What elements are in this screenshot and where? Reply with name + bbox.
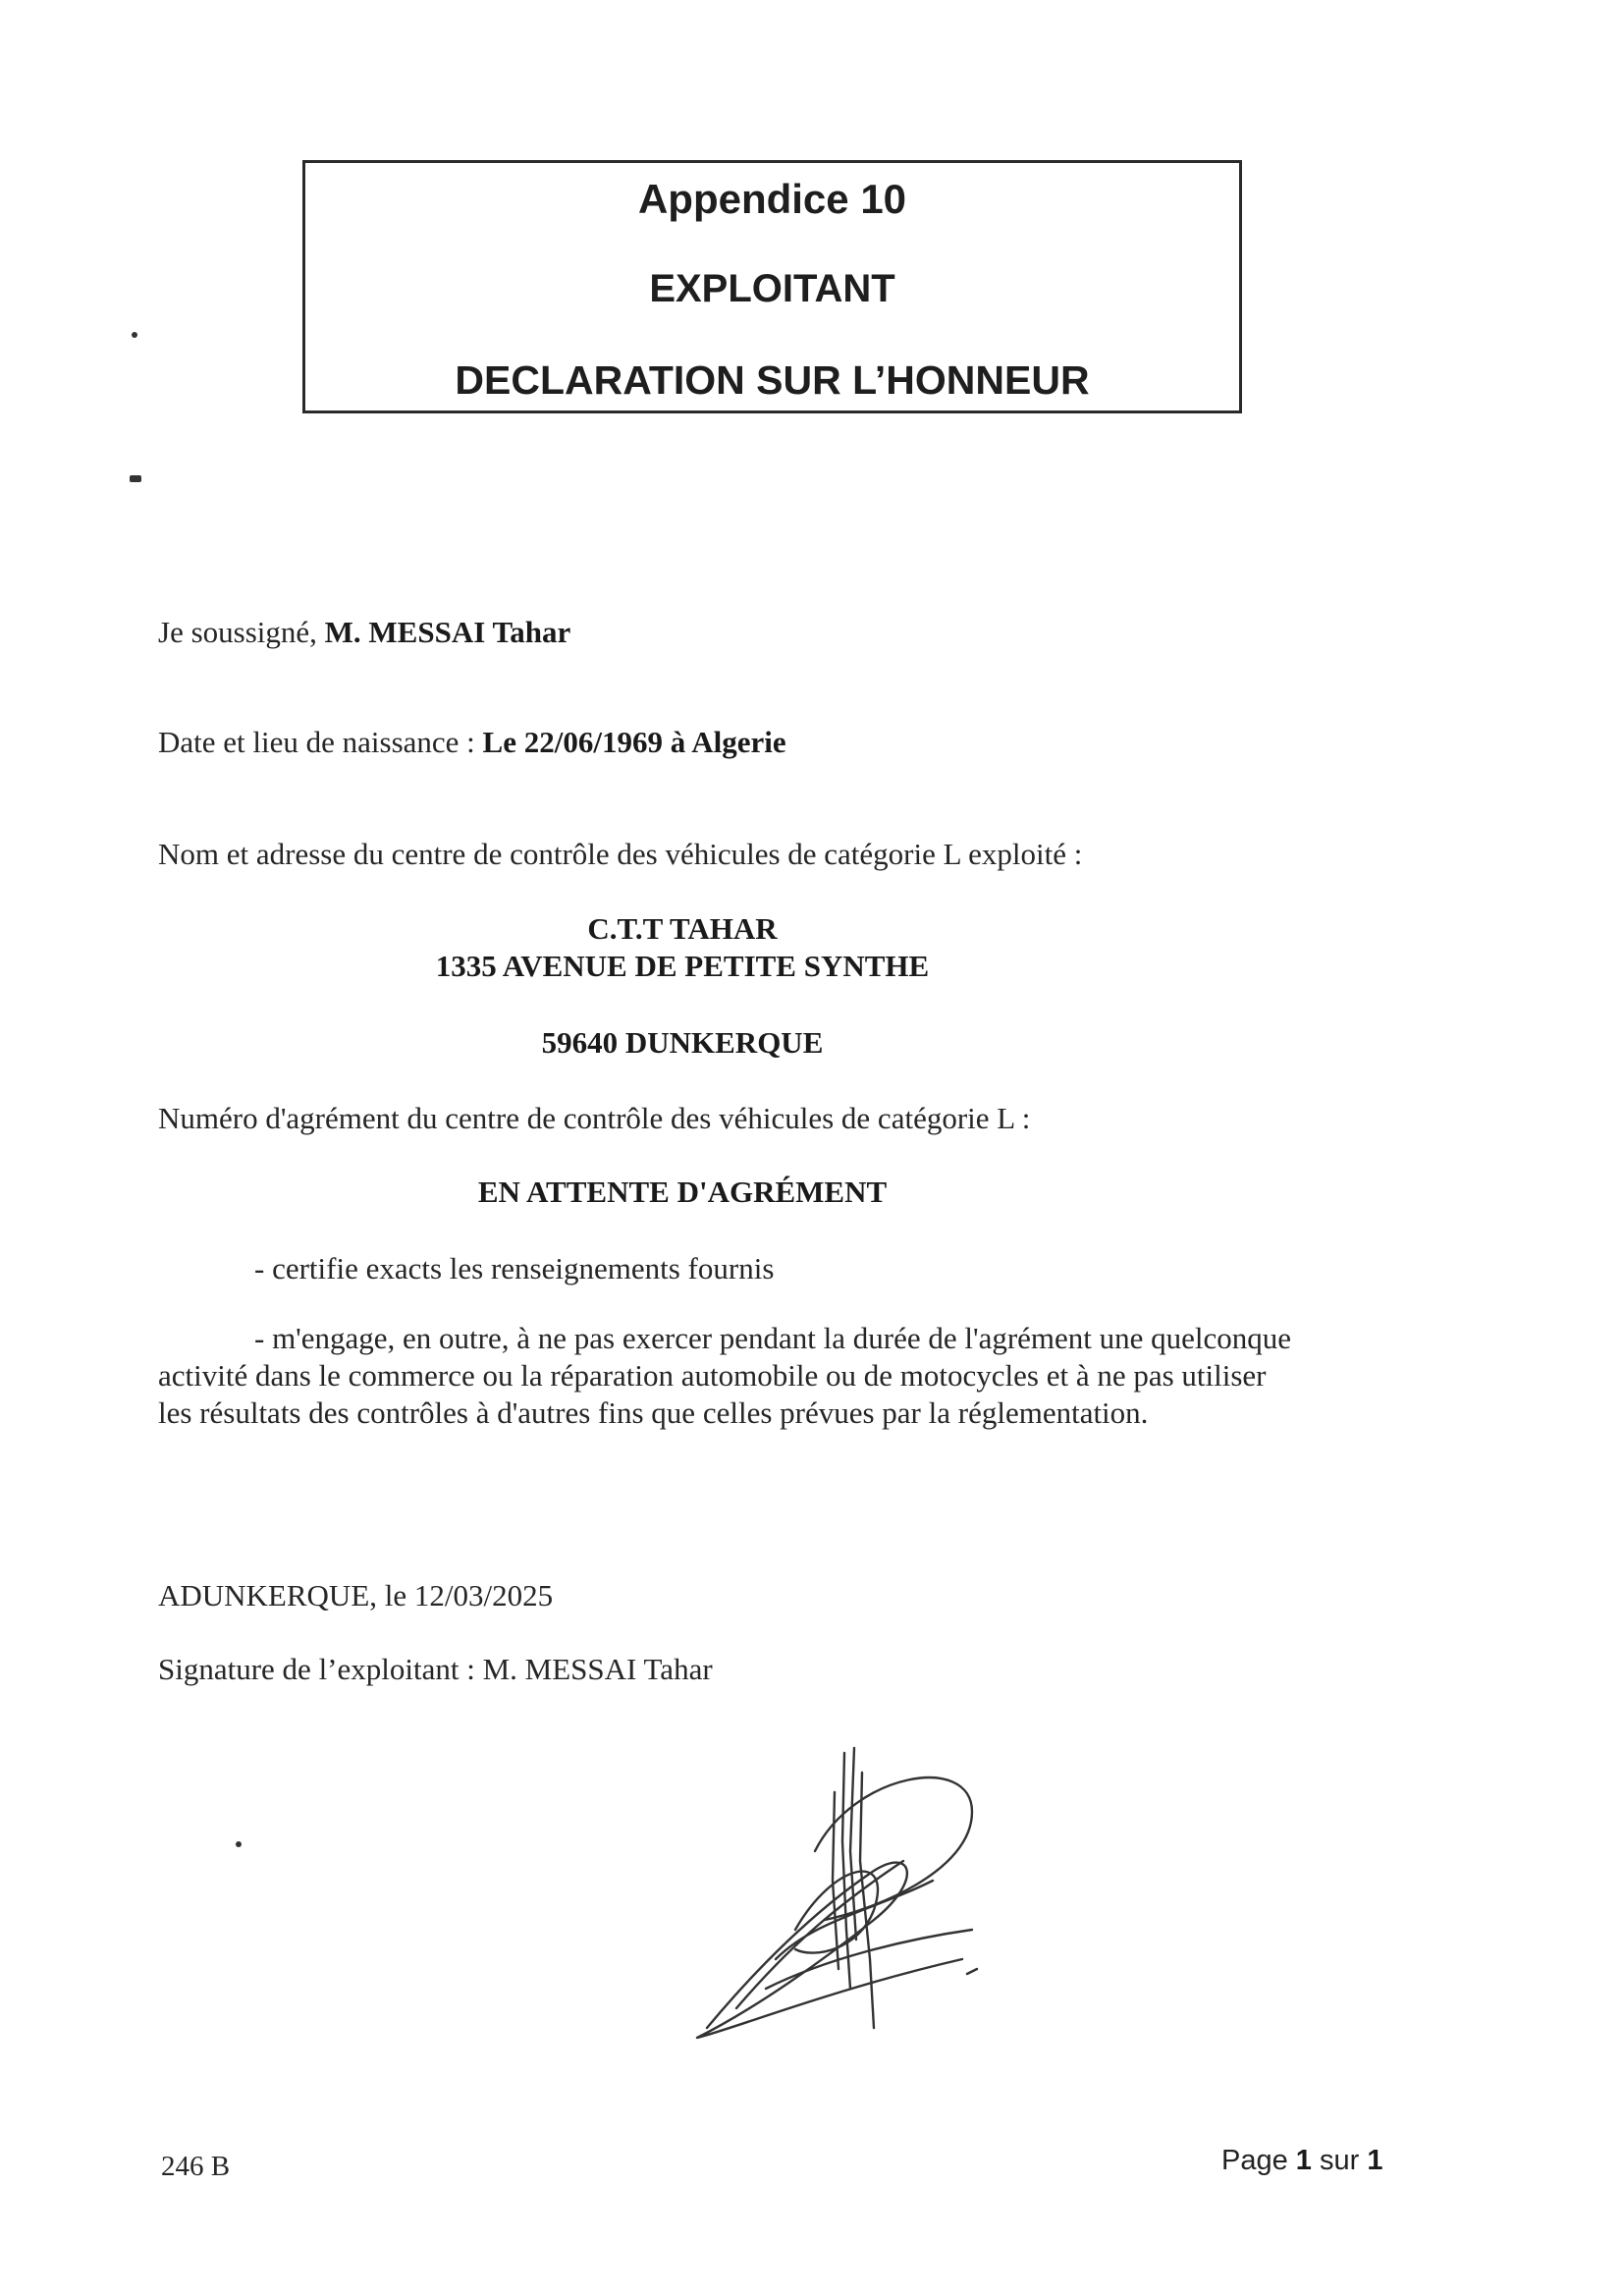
scan-speck — [130, 475, 141, 482]
signature-label: Signature de l’exploitant : M. MESSAI Tahar — [158, 1652, 713, 1686]
scan-speck — [236, 1841, 242, 1847]
page-prefix: Page — [1221, 2145, 1296, 2176]
page-mid: sur — [1311, 2145, 1368, 2176]
birth-value: Le 22/06/1969 à Algerie — [482, 725, 786, 759]
scan-speck — [132, 332, 137, 338]
center-name: C.T.T TAHAR — [587, 911, 778, 946]
declarant-line — [158, 615, 570, 650]
approval-label: Numéro d'agrément du centre de contrôle des véhicules de catégorie L : — [158, 1101, 1031, 1135]
header-box — [302, 160, 1242, 413]
role-title: EXPLOITANT — [649, 267, 895, 310]
birth-label: Date et lieu de naissance : — [158, 725, 475, 759]
handwritten-signature — [677, 1733, 992, 2057]
appendix-title: Appendice 10 — [637, 176, 907, 222]
declarant-name: M. MESSAI Tahar — [324, 615, 571, 649]
declarant-intro: Je soussigné, — [158, 615, 317, 649]
page-current: 1 — [1295, 2145, 1312, 2176]
birth-line — [158, 725, 786, 760]
page-total: 1 — [1367, 2145, 1383, 2176]
page-number — [1221, 2145, 1382, 2177]
commitment-2b: activité dans le commerce ou la réparation automobile ou de motocycles et à ne pas utiliser — [158, 1358, 1267, 1393]
document-code: 246 B — [161, 2151, 231, 2182]
declaration-title: DECLARATION SUR L’HONNEUR — [455, 357, 1090, 403]
center-city: 59640 DUNKERQUE — [541, 1025, 824, 1060]
commitment-2c: les résultats des contrôles à d'autres fins que celles prévues par la réglementation. — [158, 1395, 1149, 1430]
place-date: ADUNKERQUE, le 12/03/2025 — [158, 1578, 554, 1613]
approval-value: EN ATTENTE D'AGRÉMENT — [477, 1175, 888, 1209]
center-street: 1335 AVENUE DE PETITE SYNTHE — [435, 949, 930, 983]
commitment-2a: - m'engage, en outre, à ne pas exercer pendant la durée de l'agrément une quelconque — [254, 1321, 1292, 1355]
commitment-1: - certifie exacts les renseignements fournis — [254, 1251, 775, 1285]
center-label: Nom et adresse du centre de contrôle des véhicules de catégorie L exploité : — [158, 837, 1083, 871]
